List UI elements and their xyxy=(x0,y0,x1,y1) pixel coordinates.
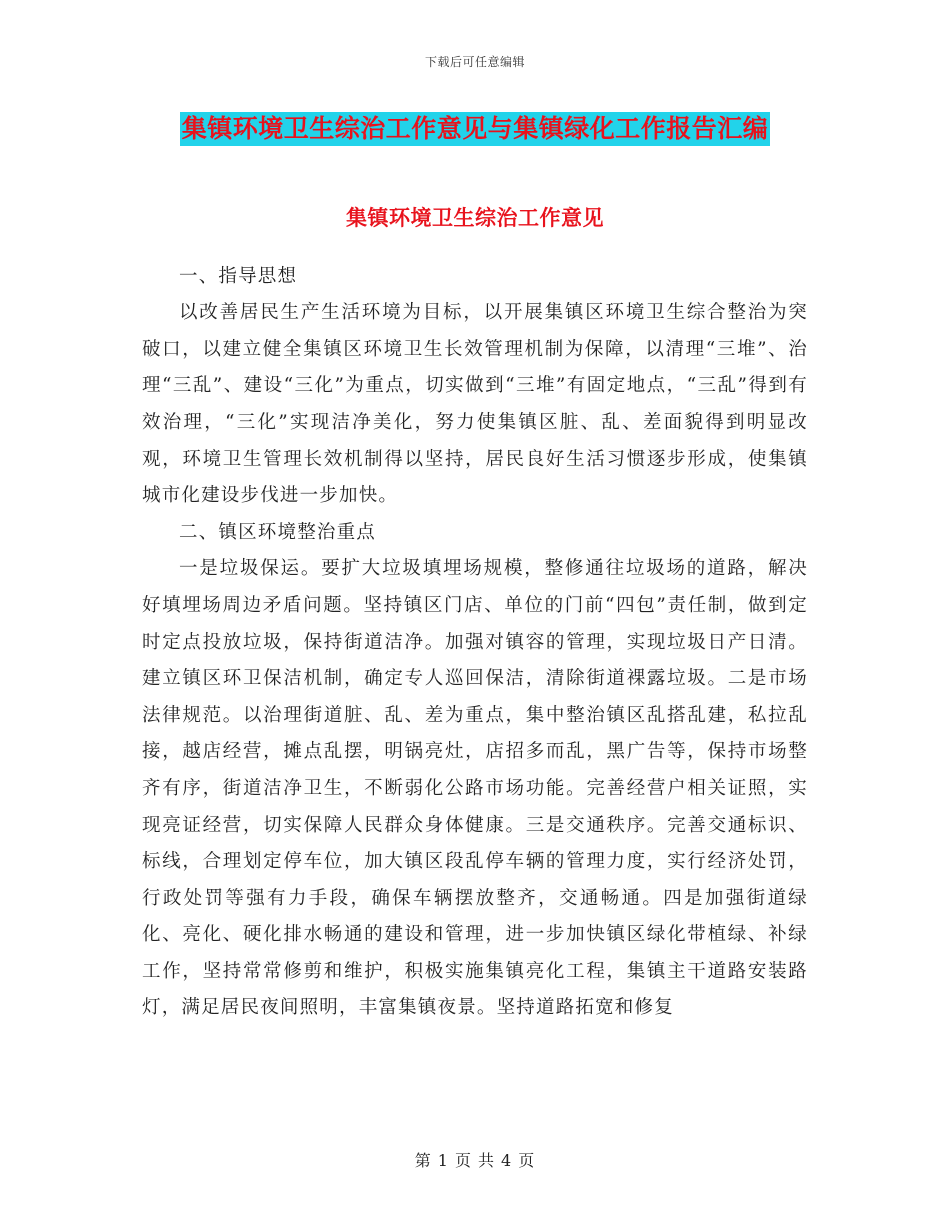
footer-total-pages: 4 xyxy=(501,1151,513,1170)
main-title-container xyxy=(0,112,950,146)
paragraph-guiding-thought: 以改善居民生产生活环境为目标，以开展集镇区环境卫生综合整治为突破口，以建立健全集镇区环境卫生长效管理机制为保障，以清理“三堆”、治理“三乱”、建设“三化”为重点，切实做到“三堆”有固定地点，“三乱”得到有效治理，“三化”实现洁净美化，努力使集镇区脏、乱、差面貌得到明显改观，环境卫生管理长效机制得以坚持，居民良好生活习惯逐步形成，使集镇城市化建设步伐进一步加快。 xyxy=(142,302,808,507)
title-spacer xyxy=(142,222,808,259)
section-title: 集镇环境卫生综治工作意见 xyxy=(346,205,604,230)
footer-middle: 页 共 xyxy=(454,1151,496,1170)
footer-prefix: 第 xyxy=(414,1151,432,1170)
document-body xyxy=(142,222,808,1027)
heading-guiding-thought: 一、指导思想 xyxy=(179,265,298,287)
main-title: 集镇环境卫生综治工作意见与集镇绿化工作报告汇编 xyxy=(180,112,771,146)
paragraph-rectification-focus: 一是垃圾保运。要扩大垃圾填埋场规模，整修通往垃圾场的道路，解决好填埋场周边矛盾问题。坚持镇区门店、单位的门前“四包”责任制，做到定时定点投放垃圾，保持街道洁净。加强对镇容的管理，实现垃圾日产日清。建立镇区环卫保洁机制，确定专人巡回保洁，清除街道裸露垃圾。二是市场法律规范。以治理街道脏、乱、差为重点，集中整治镇区乱搭乱建，私拉乱接，越店经营，摊点乱摆，明锅亮灶，店招多而乱，黑广告等，保持市场整齐有序，街道洁净卫生，不断弱化公路市场功能。完善经营户相关证照，实现亮证经营，切实保障人民群众身体健康。三是交通秩序。完善交通标识、标线，合理划定停车位，加大镇区段乱停车辆的管理力度，实行经济处罚，行政处罚等强有力手段，确保车辆摆放整齐，交通畅通。四是加强街道绿化、亮化、硬化排水畅通的建设和管理，进一步加快镇区绿化带植绿、补绿工作，坚持常常修剪和维护，积极实施集镇亮化工程，集镇主干道路安装路灯，满足居民夜间照明，丰富集镇夜景。坚持道路拓宽和修复 xyxy=(142,558,808,1019)
footer-page-number: 1 xyxy=(437,1151,449,1170)
page-header-note: 下载后可任意编辑 xyxy=(424,55,525,69)
footer-suffix: 页 xyxy=(518,1151,536,1170)
page-footer xyxy=(0,1148,950,1171)
heading-rectification-focus: 二、镇区环境整治重点 xyxy=(179,521,377,543)
